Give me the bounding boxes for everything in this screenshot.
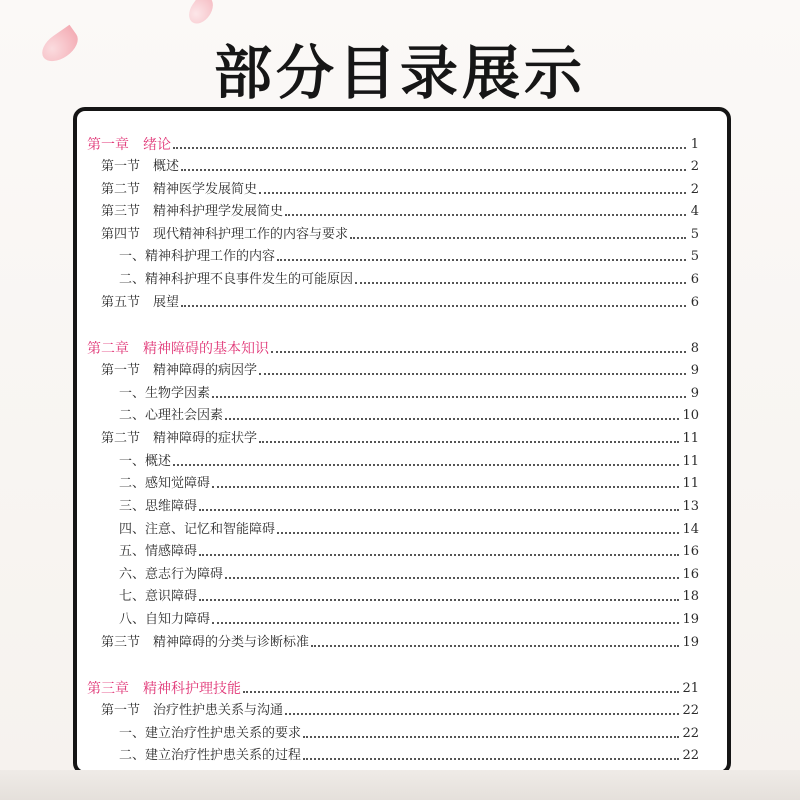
toc-entry-title: 二、心理社会因素 xyxy=(119,408,224,423)
toc-page-number: 4 xyxy=(690,204,699,219)
toc-section-row xyxy=(101,178,699,198)
toc-section-row xyxy=(101,699,699,719)
toc-page-number: 22 xyxy=(682,703,699,718)
petal-decoration xyxy=(184,0,218,28)
toc-item-row xyxy=(119,245,699,265)
dot-leader xyxy=(271,351,686,353)
toc-page-number: 11 xyxy=(682,454,699,469)
dot-leader xyxy=(243,691,679,693)
toc-page-number: 19 xyxy=(682,635,699,650)
toc-section-row xyxy=(101,359,699,379)
toc-item-row xyxy=(119,404,699,424)
dot-leader xyxy=(181,169,686,171)
toc-page-number: 10 xyxy=(682,408,699,423)
toc-section-row xyxy=(101,631,699,651)
dot-leader xyxy=(285,713,679,715)
toc-entry-title: 第二章 精神障碍的基本知识 xyxy=(87,341,269,357)
toc-entry-title: 一、建立治疗性护患关系的要求 xyxy=(119,726,302,741)
toc-page-number: 5 xyxy=(690,227,699,242)
toc-page-number: 16 xyxy=(682,544,699,559)
dot-leader xyxy=(212,396,686,398)
toc-entry-title: 一、精神科护理工作的内容 xyxy=(119,249,276,264)
toc-entry-title: 第一章 绪论 xyxy=(87,137,171,153)
toc-page-number: 18 xyxy=(682,589,699,604)
toc-page-number: 6 xyxy=(690,272,699,287)
toc-entry-title: 第一节 概述 xyxy=(101,159,180,174)
toc-chapter-row xyxy=(87,337,699,357)
toc-item-row xyxy=(119,518,699,538)
dot-leader xyxy=(212,486,679,488)
toc-entry-title: 第三节 精神障碍的分类与诊断标准 xyxy=(101,635,310,650)
toc-entry-title: 三、思维障碍 xyxy=(119,499,198,514)
toc-entry-title: 第二节 精神医学发展简史 xyxy=(101,182,258,197)
toc-page-number: 22 xyxy=(682,726,699,741)
dot-leader xyxy=(173,147,686,149)
dot-leader xyxy=(311,645,679,647)
dot-leader xyxy=(199,509,679,511)
page-title: 部分目录展示 xyxy=(213,39,586,107)
background-decoration xyxy=(0,770,800,800)
dot-leader xyxy=(350,237,686,239)
toc-entry-title: 一、生物学因素 xyxy=(119,386,211,401)
dot-leader xyxy=(173,464,679,466)
dot-leader xyxy=(259,192,686,194)
toc-entry-title: 第五节 展望 xyxy=(101,295,180,310)
toc-entry-title: 七、意识障碍 xyxy=(119,589,198,604)
toc-entry-title: 二、精神科护理不良事件发生的可能原因 xyxy=(119,272,354,287)
toc-section-row xyxy=(101,427,699,447)
toc-item-row xyxy=(119,585,699,605)
dot-leader xyxy=(303,758,679,760)
toc-item-row xyxy=(119,450,699,470)
toc-page-number: 22 xyxy=(682,748,699,763)
dot-leader xyxy=(259,441,679,443)
toc-item-row xyxy=(119,722,699,742)
toc-entry-title: 第一节 精神障碍的病因学 xyxy=(101,363,258,378)
dot-leader xyxy=(285,214,686,216)
toc-page-number: 21 xyxy=(682,681,699,696)
toc-page-number: 16 xyxy=(682,567,699,582)
dot-leader xyxy=(277,259,686,261)
toc-item-row xyxy=(119,268,699,288)
dot-leader xyxy=(303,736,679,738)
toc-item-row xyxy=(119,382,699,402)
toc-page-number: 2 xyxy=(690,182,699,197)
toc-page-number: 9 xyxy=(690,386,699,401)
toc-item-row xyxy=(119,540,699,560)
toc-section-row xyxy=(101,223,699,243)
toc-entry-title: 第三章 精神科护理技能 xyxy=(87,681,241,697)
toc-page-number: 6 xyxy=(690,295,699,310)
toc-chapter-row xyxy=(87,133,699,153)
toc-entry-title: 第四节 现代精神科护理工作的内容与要求 xyxy=(101,227,349,242)
toc-page-number: 9 xyxy=(690,363,699,378)
toc-panel xyxy=(73,107,731,775)
dot-leader xyxy=(259,373,686,375)
toc-chapter-row xyxy=(87,677,699,697)
toc-entry-title: 一、概述 xyxy=(119,454,172,469)
toc-page-number: 11 xyxy=(682,431,699,446)
toc-item-row xyxy=(119,563,699,583)
toc-item-row xyxy=(119,472,699,492)
toc-section-row xyxy=(101,291,699,311)
toc-section-row xyxy=(101,155,699,175)
dot-leader xyxy=(355,282,686,284)
toc-entry-title: 八、自知力障碍 xyxy=(119,612,211,627)
toc-entry-title: 四、注意、记忆和智能障碍 xyxy=(119,522,276,537)
toc-item-row xyxy=(119,608,699,628)
dot-leader xyxy=(181,305,686,307)
dot-leader xyxy=(199,599,679,601)
toc-item-row xyxy=(119,495,699,515)
toc-entry-title: 五、情感障碍 xyxy=(119,544,198,559)
toc-section-row xyxy=(101,200,699,220)
dot-leader xyxy=(225,418,679,420)
toc-page-number: 2 xyxy=(690,159,699,174)
toc-entry-title: 第一节 治疗性护患关系与沟通 xyxy=(101,703,284,718)
toc-entry-title: 第三节 精神科护理学发展简史 xyxy=(101,204,284,219)
dot-leader xyxy=(199,554,679,556)
toc-page-number: 14 xyxy=(682,522,699,537)
toc-entry-title: 六、意志行为障碍 xyxy=(119,567,224,582)
dot-leader xyxy=(212,622,679,624)
dot-leader xyxy=(225,577,679,579)
toc-page-number: 8 xyxy=(690,341,699,356)
toc-page-number: 13 xyxy=(682,499,699,514)
dot-leader xyxy=(277,532,679,534)
toc-entry-title: 二、建立治疗性护患关系的过程 xyxy=(119,748,302,763)
toc-page-number: 11 xyxy=(682,476,699,491)
toc-page-number: 19 xyxy=(682,612,699,627)
toc-page-number: 1 xyxy=(690,137,699,152)
toc-entry-title: 第二节 精神障碍的症状学 xyxy=(101,431,258,446)
toc-item-row xyxy=(119,744,699,764)
toc-entry-title: 二、感知觉障碍 xyxy=(119,476,211,491)
toc-page-number: 5 xyxy=(690,249,699,264)
